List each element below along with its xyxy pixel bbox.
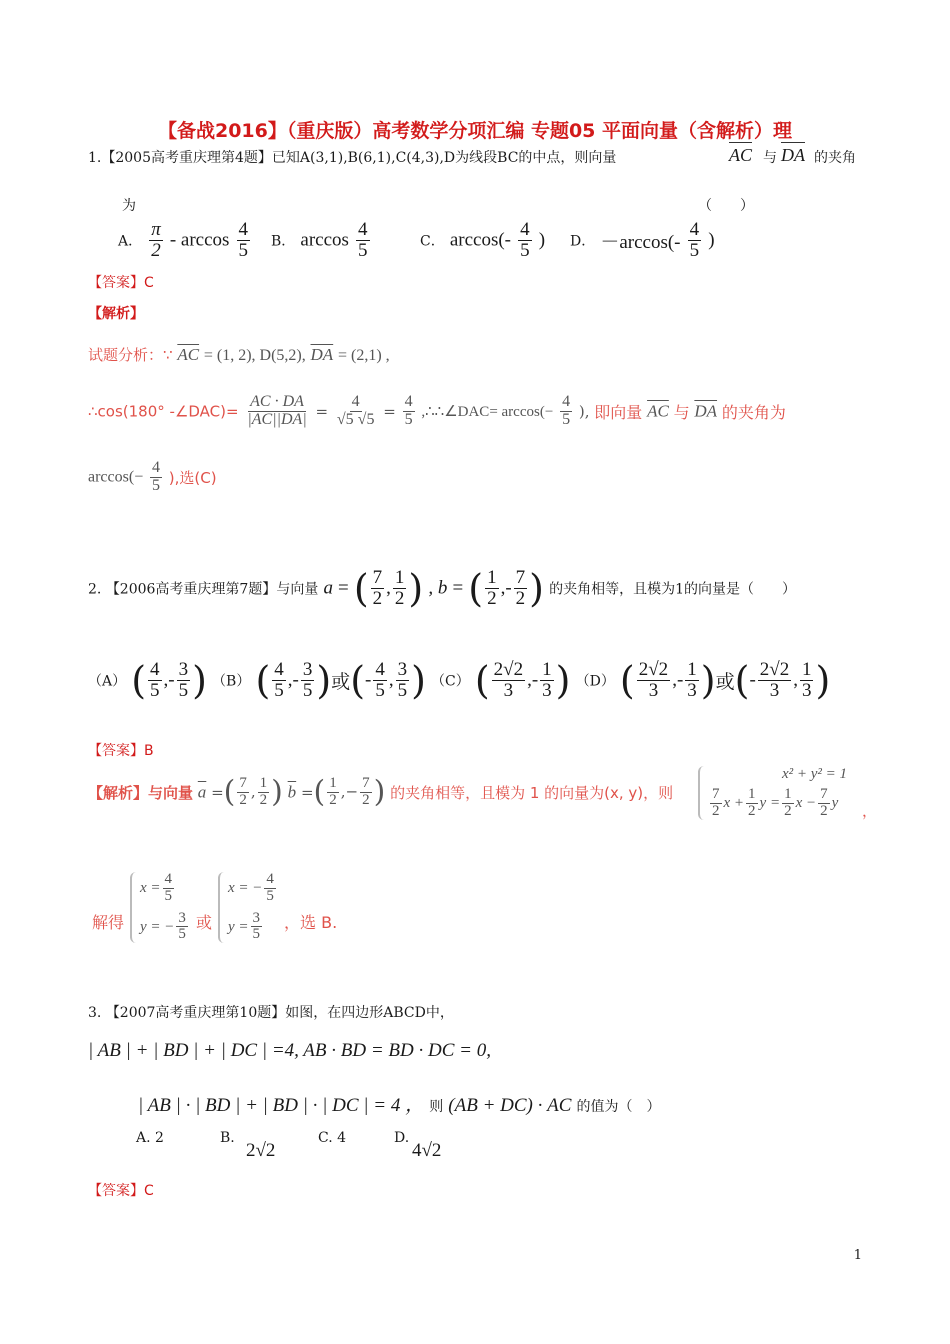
- q2-c-f1-d: 3: [503, 679, 514, 701]
- q2-b-var: , b: [428, 577, 448, 599]
- q2-s2-fy-d: 5: [252, 926, 261, 943]
- q2-b-d2: 2: [515, 587, 526, 609]
- q1-sol2-frac-den: |AC||DA|: [247, 410, 307, 428]
- q2-sys2-f3-n: 1: [784, 786, 792, 802]
- q3-answer-value: C: [144, 1183, 154, 1199]
- q1-opt-b-den: 5: [358, 239, 368, 261]
- q2-sol-a: $\overline{a}$: [197, 782, 207, 802]
- q2-d-f4-d: 3: [801, 679, 812, 701]
- q2-c-sep: ,-: [527, 669, 539, 691]
- q2-sys2-f1-d: 2: [712, 802, 720, 819]
- q2-solution-line1: 【解析】与向量 $\overline{a}$ =( $\frac{7}{2}$ , $\frac{1}{2}$ ) $\overline{b}$ =( $\frac{1}{2}$ ,− $\frac{7}{2}$ ) 的夹角相等，且模为 1 的向量为(x, y)，则: [88, 774, 674, 810]
- q2-option-b-label: （B）: [212, 673, 251, 690]
- q2-a-n2: 1: [394, 567, 405, 588]
- q1-option-d-frac: [688, 220, 702, 261]
- q1-sol2-red: 即向量: [594, 402, 643, 422]
- q1-mid: 与: [763, 150, 777, 166]
- q2-b-sep: ,-: [500, 577, 512, 599]
- q2-a-f1-n: 4: [150, 659, 160, 680]
- q2-sys2-x2: x −: [795, 794, 817, 811]
- q2-c-f2: [540, 660, 554, 701]
- q2-a-frac1: [371, 568, 385, 609]
- q2-sys2-f3: [782, 787, 794, 820]
- q2-option-a-label: （A）: [88, 673, 127, 690]
- q2-sol-f2-d: 2: [259, 791, 268, 808]
- q2-sol-f1-d: 2: [239, 791, 247, 808]
- q2-b-f1-n: 4: [274, 659, 284, 680]
- q2-s2-fx-d: 5: [266, 887, 274, 904]
- q1-solution-line1: [88, 344, 390, 365]
- q1-sol2-therefore: ,∴∴∠DAC= arccos(−: [421, 403, 554, 420]
- q2-sol-f3-n: 1: [329, 775, 337, 791]
- q2-sol-f2: [258, 776, 270, 809]
- q2-d-comma: ,: [793, 669, 798, 691]
- q1-sol2-eq2: =: [383, 402, 396, 421]
- q2-options: （A） ( $\frac{4}{5}$ ,- $\frac{3}{5}$ ) （B） ( $\frac{4}{5}$ ,- $\frac{3}{5}$ )或(- $\frac{4}{5}$ , $\frac{3}{5}$ ) （C） ( $\frac{2√2}{3}$ ,- $\frac{1}{3}$ ) （D） ( $\frac{2√2}{3}$ ,- $\frac{1}{3}$ )或(- $\frac{2√2}{3}$ , $\frac{1}{3}$ ): [88, 658, 831, 703]
- q2-b-f3-d: 5: [375, 679, 385, 701]
- q1-sol1-prefix: 试题分析：∵: [88, 346, 173, 364]
- q2-s1-x: x =: [140, 879, 161, 896]
- q2-d-or: 或: [715, 671, 735, 693]
- q1-sol3-num: 4: [152, 459, 160, 476]
- q2-s2-fy: [251, 911, 263, 944]
- q3-line1: | AB | + | BD | + | DC | =4, AB · BD = BD · DC = 0,: [88, 1040, 491, 1061]
- q1-stem: [88, 147, 616, 167]
- q2-sys2-y: y =: [759, 794, 781, 811]
- q2-d-f2-d: 3: [687, 679, 697, 701]
- q2-b-frac1: [485, 568, 499, 609]
- q3-option-d-label: D.: [394, 1130, 410, 1146]
- q1-sol1-vec2: $\overline{DA}$: [310, 345, 334, 364]
- q1-sol2-vecB: $\overline{DA}$: [694, 401, 718, 421]
- q2-answer-tag: 【答案】: [88, 743, 144, 759]
- q1-sol2-prefix: ∴cos(180° -∠DAC)=: [88, 402, 239, 421]
- q2-s2-fx-n: 4: [266, 871, 274, 887]
- q1-answer: [88, 272, 154, 292]
- q2-s2-y: y =: [228, 918, 249, 935]
- q2-d-f1: [637, 660, 670, 701]
- q2-sol-end: ，: [862, 802, 878, 820]
- q2-sys2-f1: [710, 787, 722, 820]
- q2-s1-fy: [176, 911, 188, 944]
- q1-sol2-n2: 4: [351, 393, 360, 410]
- q1-vec-da: [781, 142, 805, 166]
- q2-xuan: ，选 B.: [284, 913, 338, 932]
- q3-option-a: A. 2: [136, 1130, 164, 1146]
- q2-s1-fx-d: 5: [164, 887, 173, 904]
- q2-solution-2: [218, 872, 278, 943]
- q1-option-b: [271, 220, 372, 261]
- q2-tail: 的夹角相等，且模为1的向量是（ ）: [549, 581, 796, 598]
- q1-option-a-frac2: [237, 220, 251, 261]
- q2-b-f3-n: 4: [375, 659, 385, 680]
- q1-sol2-frac3: [403, 394, 415, 429]
- q2-sys2-f2-d: 2: [748, 802, 756, 819]
- q2-sol-b: $\overline{b}$: [287, 782, 297, 802]
- q2-s1-fy-d: 5: [178, 926, 186, 943]
- q1-sol2-d2: √5 √5: [336, 410, 375, 428]
- q2-sol-f4-n: 7: [362, 775, 370, 791]
- q1-opt-c-den: 5: [520, 239, 530, 261]
- q2-b-f1: [272, 660, 286, 701]
- q2-sys2-f2: [746, 787, 758, 820]
- q1-sol2-end: 的夹角为: [721, 402, 786, 422]
- q2-b-f1-d: 5: [274, 679, 284, 701]
- q2-s2-fx: [264, 872, 276, 905]
- q1-option-d-label: D．: [570, 233, 596, 250]
- q1-option-d: [570, 220, 715, 261]
- q1-sol3-fn: arccos(−: [88, 468, 144, 486]
- q2-sol-prefix: 【解析】与向量: [88, 783, 194, 802]
- q2-a-eq: =: [338, 577, 349, 599]
- q2-b-f3: [373, 660, 387, 701]
- q1-option-a: [118, 220, 252, 261]
- q1-sol3-frac: [150, 460, 162, 495]
- q2-a-sep: ,-: [163, 669, 175, 691]
- q1-option-c-label: C．: [420, 233, 445, 250]
- q2-sol-f3: [327, 776, 339, 809]
- q2-b-f2: [301, 660, 315, 701]
- q1-opt-d-den: 5: [689, 239, 700, 261]
- q2-d-sep: ,-: [672, 669, 684, 691]
- q2-d-f4: [800, 660, 814, 701]
- q2-b-f4-d: 5: [397, 679, 408, 701]
- q3-line2-text: | AB | · | BD | + | BD | · | DC | = 4 ，: [138, 1095, 425, 1116]
- q2-b-f2-n: 3: [302, 659, 313, 680]
- q1-opt-c-num: 4: [520, 219, 530, 240]
- q2-b-n2: 7: [515, 567, 526, 588]
- q3-tail: 的值为（ ）: [576, 1099, 661, 1115]
- q3-option-b-value: 2√2: [246, 1140, 276, 1161]
- q2-a-frac2: [393, 568, 407, 609]
- q2-solution-1: [130, 872, 190, 943]
- q1-sol2-d4: 5: [562, 410, 571, 428]
- q2-b-d1: 2: [487, 587, 497, 609]
- q3-option-c: C. 4: [318, 1130, 347, 1146]
- q1-vec1-label: AC: [729, 142, 752, 166]
- q2-d-f2: [685, 660, 699, 701]
- q2-sys2-x: x +: [723, 794, 745, 811]
- q2-b-f2-d: 5: [302, 679, 313, 701]
- q2-a-var: a: [323, 577, 333, 599]
- q1-option-a-frac1: [149, 220, 163, 261]
- q1-opt-c-close: ): [538, 229, 546, 251]
- q2-b-comma: ,: [388, 669, 394, 691]
- q2-s2-fy-n: 3: [252, 909, 261, 926]
- q3-answer-tag: 【答案】: [88, 1183, 144, 1199]
- q2-s1-fy-n: 3: [178, 909, 186, 926]
- q2-b-f4-n: 3: [397, 659, 408, 680]
- q1-sol2-d3: 5: [404, 410, 413, 428]
- q2-sys2-f3-d: 2: [784, 802, 792, 819]
- q2-d-f4-n: 1: [801, 659, 812, 680]
- q1-option-a-label: A．: [118, 233, 143, 250]
- q2-sys2-f4: [818, 787, 830, 820]
- q2-d-f3: [758, 660, 791, 701]
- q1-paren: （ ）: [698, 198, 754, 214]
- page-number: 1: [853, 1248, 862, 1263]
- q2-b-minus: -: [365, 669, 372, 691]
- q1-opt-a-mid: - arccos: [169, 229, 230, 251]
- q2-sys2-f1-n: 7: [712, 786, 720, 802]
- q1-option-b-label: B．: [271, 233, 296, 250]
- q2-answer-value: B: [144, 743, 154, 759]
- q2-sol-f4: [360, 776, 372, 809]
- q2-d-minus: -: [749, 669, 756, 691]
- q1-stem-text: 1.【2005高考重庆理第4题】已知A(3,1),B(6,1),C(4,3),D为线段BC的中点，则向量: [88, 150, 617, 166]
- q2-a-f2: [177, 660, 191, 701]
- q1-solution-line2: [88, 394, 786, 429]
- q2-sol-f3-d: 2: [329, 791, 337, 808]
- q3-stem: 3. 【2007高考重庆理第10题】如图，在四边形ABCD中，: [88, 1005, 454, 1021]
- q1-sol3-end: ),选(C): [168, 468, 217, 487]
- q2-b-n1: 1: [487, 567, 497, 588]
- q1-option-c-frac: [518, 220, 532, 261]
- q2-sys2-f4-n: 7: [820, 786, 828, 802]
- q1-opt-a-den: 5: [238, 239, 249, 261]
- q2-d-f3-n: 2√2: [759, 659, 790, 680]
- q2-s1-fx-n: 4: [164, 871, 173, 887]
- q1-sol1-vec1: $\overline{AC}$: [177, 345, 200, 364]
- q2-option-c-label: （C）: [431, 673, 470, 690]
- q2-sol-f1: [237, 776, 249, 809]
- q2-jiede: 解得: [92, 913, 125, 932]
- q2-a-f1: [148, 660, 162, 701]
- q2-s1-y: y = −: [140, 918, 175, 935]
- q2-c-f1: [492, 660, 525, 701]
- q2-sys2: [708, 787, 847, 820]
- q2-sys2-y2: y: [831, 794, 839, 811]
- q2-c-f1-n: 2√2: [493, 659, 524, 680]
- q2-b-eq: =: [452, 577, 464, 599]
- q1-sol2-close: ),: [578, 402, 590, 421]
- q2-sys2-f2-n: 1: [748, 786, 756, 802]
- q1-sol2-frac-num: AC · DA: [250, 393, 304, 410]
- q1-opt-a-pi: π: [151, 219, 161, 240]
- q1-vec2-label: DA: [781, 142, 805, 166]
- q2-option-d-label: （D）: [575, 673, 615, 690]
- q2-answer: [88, 740, 154, 760]
- q1-answer-tag: 【答案】: [88, 275, 144, 291]
- q2-b-or: 或: [331, 671, 351, 693]
- q1-sol2-eq: =: [315, 402, 329, 421]
- q2-s1-fx: [163, 872, 175, 905]
- q1-answer-value: C: [144, 275, 154, 291]
- q2-huo: 或: [196, 913, 213, 932]
- q1-option-b-frac: [356, 220, 370, 261]
- q2-a-f2-n: 3: [178, 659, 189, 680]
- q2-a-n1: 7: [372, 567, 383, 588]
- q2-a-d2: 2: [394, 587, 405, 609]
- q2-sol-f4-d: 2: [362, 791, 370, 808]
- q2-d-f3-d: 3: [769, 679, 780, 701]
- q1-wei: 为: [122, 198, 136, 214]
- q3-answer: [88, 1180, 154, 1200]
- q1-opt-d-close: ): [708, 229, 715, 251]
- q1-vec-ac: [729, 142, 752, 166]
- q3-ze: 则: [429, 1099, 444, 1115]
- q1-opt-a-two: 2: [151, 239, 161, 261]
- q2-a-d1: 2: [372, 587, 383, 609]
- q1-opt-b-fn: arccos: [300, 229, 349, 251]
- q2-b-frac2: [514, 568, 528, 609]
- q1-sol3-den: 5: [152, 476, 160, 494]
- q2-b-sep: ,-: [287, 669, 299, 691]
- q1-sol2-vecA: $\overline{AC}$: [647, 401, 669, 421]
- q2-system: [698, 766, 847, 820]
- q2-sol-f1-n: 7: [239, 775, 247, 791]
- q2-sol-f2-n: 1: [259, 775, 268, 791]
- q2-a-f1-d: 5: [150, 679, 160, 701]
- q1-sol2-frac1: [245, 394, 308, 429]
- q2-c-f2-d: 3: [542, 679, 552, 701]
- q1-sol2-n3: 4: [404, 393, 413, 410]
- q1-analysis-tag: 【解析】: [88, 306, 144, 322]
- q1-tail: 的夹角: [814, 150, 856, 166]
- q2-stem-text: 2. 【2006高考重庆理第7题】与向量: [88, 581, 319, 598]
- q2-b-f4: [396, 660, 410, 701]
- q2-sol-mid: 的夹角相等，且模为 1 的向量为(x, y)，则: [390, 783, 674, 802]
- q1-solution-line3: [88, 460, 217, 495]
- q1-sol1-b: = (2,1) ,: [337, 347, 390, 364]
- q1-sol2-and: 与: [673, 402, 690, 422]
- q1-option-c: [420, 220, 545, 261]
- q1-sol2-n4: 4: [562, 393, 571, 410]
- q2-d-f1-d: 3: [648, 679, 659, 701]
- q2-sys1: x² + y² = 1: [782, 766, 848, 782]
- q2-s2-x: x = −: [228, 879, 263, 896]
- q1-opt-c-fn: arccos(-: [449, 229, 511, 251]
- q2-d-f1-n: 2√2: [638, 659, 669, 680]
- q2-a-f2-d: 5: [178, 679, 189, 701]
- q2-stem: 2. 【2006高考重庆理第7题】与向量 a = ( $\frac{7}{2}$ , $\frac{1}{2}$ ) , b = ( $\frac{1}{2}$ ,- $\frac{7}{2}$ ) 的夹角相等，且模为1的向量是（ ）: [88, 566, 796, 611]
- q1-opt-d-fn: －arccos(-: [600, 231, 681, 253]
- q1-sol2-frac2: [335, 394, 377, 429]
- q1-sol1-a: = (1, 2), D(5,2),: [203, 347, 306, 364]
- q2-sys2-f4-d: 2: [820, 802, 828, 819]
- q2-c-f2-n: 1: [542, 659, 552, 680]
- q3-option-b-label: B.: [220, 1130, 235, 1146]
- q1-sol2-frac4: [560, 394, 572, 429]
- page-title: 【备战2016】（重庆版）高考数学分项汇编 专题05 平面向量（含解析）理: [157, 120, 793, 142]
- q1-opt-b-num: 4: [358, 219, 368, 240]
- q2-d-f2-n: 1: [687, 659, 697, 680]
- q3-line2: [138, 1090, 661, 1117]
- q3-option-d-value: 4√2: [412, 1140, 442, 1161]
- q1-opt-a-num: 4: [238, 219, 249, 240]
- q3-expr: (AB + DC) · AC: [448, 1095, 572, 1116]
- q1-opt-d-num: 4: [689, 219, 700, 240]
